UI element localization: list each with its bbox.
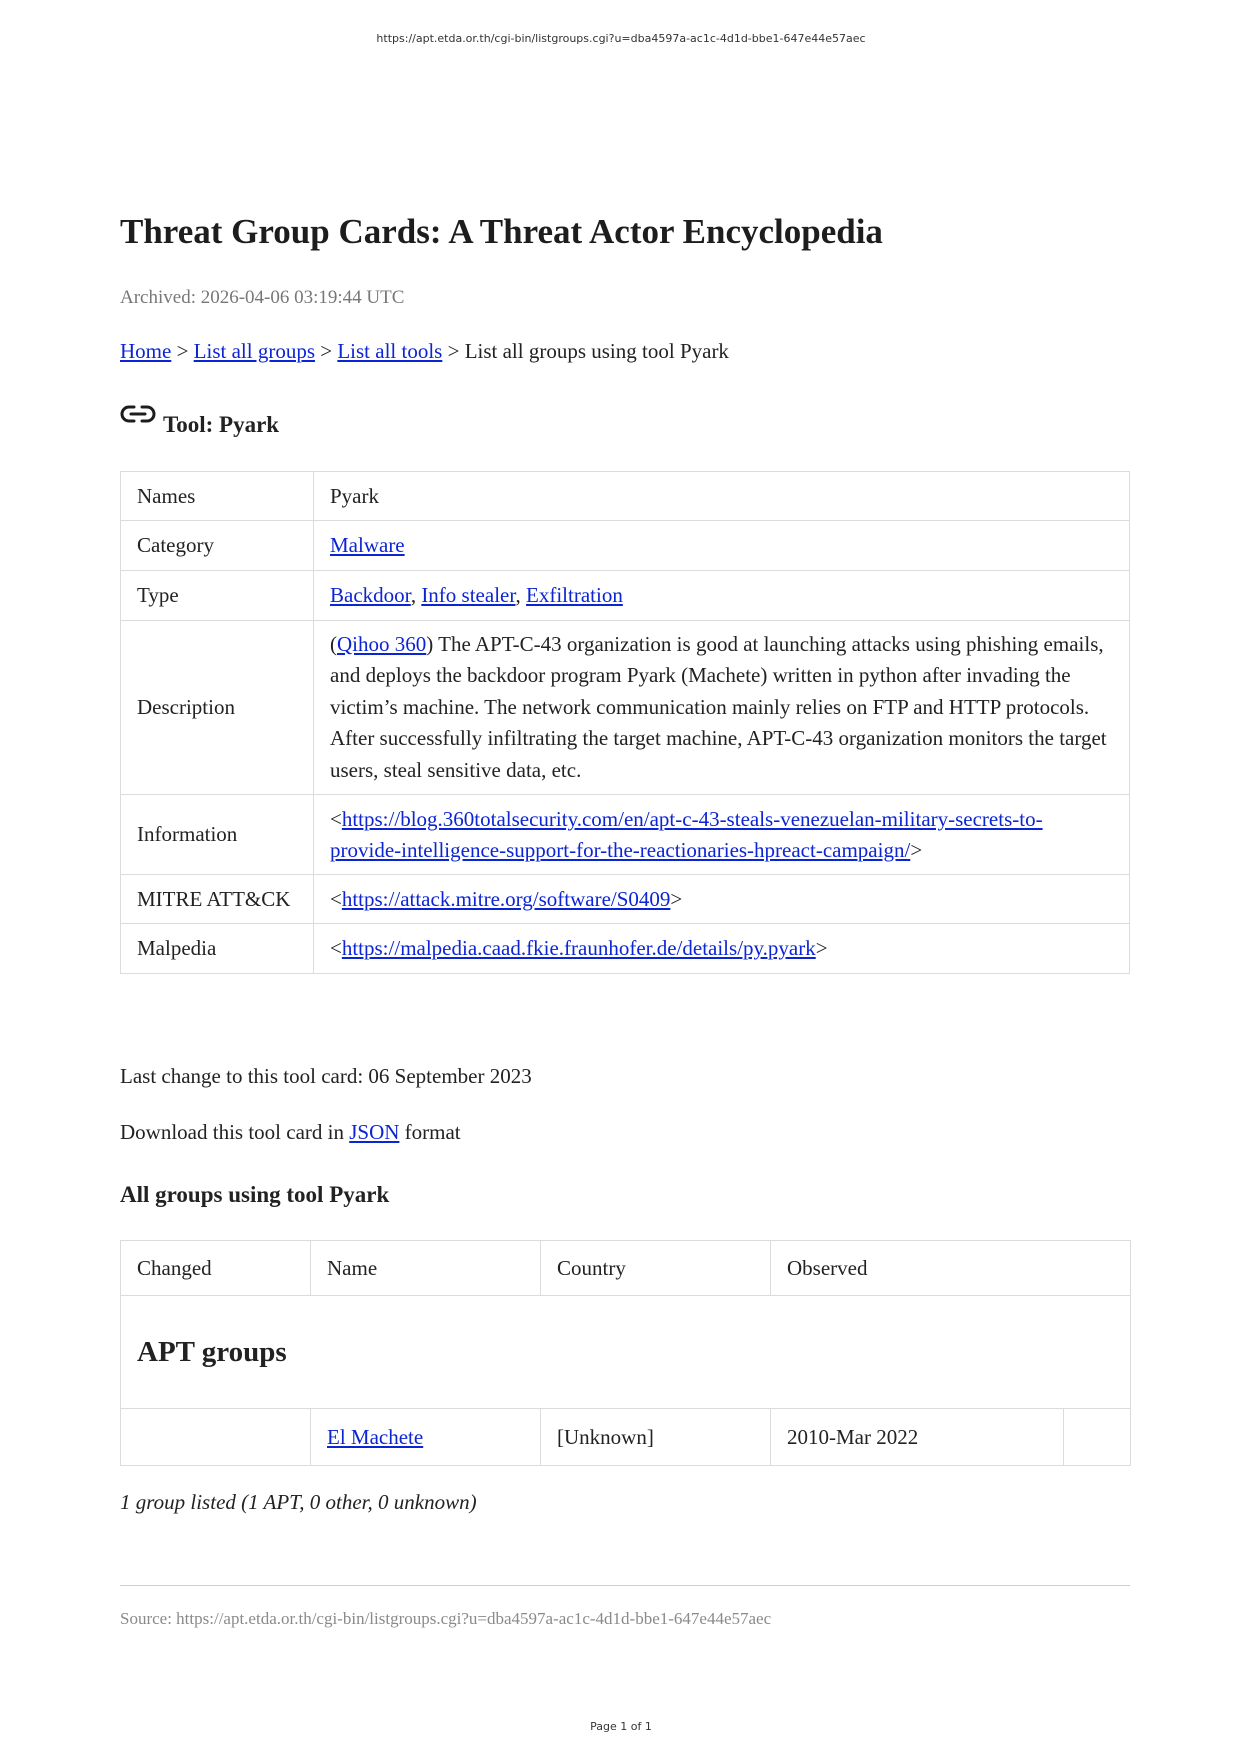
header-name: Name: [311, 1241, 541, 1296]
divider: [120, 1585, 1130, 1586]
description-cell: [314, 621, 1130, 795]
breadcrumb-separator: >: [171, 339, 194, 363]
page-title: Threat Group Cards: A Threat Actor Encyclopedia: [120, 212, 883, 251]
table-row: [121, 521, 1130, 571]
table-row: [121, 795, 1130, 875]
tool-heading-text: Tool: Pyark: [163, 412, 280, 437]
close-paren: ): [426, 631, 434, 656]
names-value: Pyark: [314, 472, 1130, 521]
groups-heading: All groups using tool Pyark: [120, 1182, 390, 1207]
information-link[interactable]: [330, 807, 1043, 862]
cell-name: [311, 1409, 541, 1466]
table-row: [121, 472, 1130, 521]
type-label: Type: [121, 571, 314, 621]
description-text: The APT-C-43 organization is good at launching attacks using phishing emails, and deploys the backdoor program Pyark (Machete) written in python after invading the victim’s machine. The network communication mainly relies on FTP and HTTP protocols. After successfully infiltrating the target machine, APT-C-43 organization monitors the target users, steal sensitive data, etc.: [330, 631, 1107, 782]
table-row: [121, 875, 1130, 924]
apt-groups-title: APT groups: [121, 1296, 1131, 1409]
information-url-part-2: provide-intelligence-support-for-the-reactionaries-hpreact-campaign/: [330, 837, 911, 862]
type-separator: ,: [515, 583, 527, 607]
lt: <: [330, 936, 342, 960]
breadcrumb-tools-link[interactable]: List all tools: [337, 339, 443, 363]
source-url: Source: https://apt.etda.or.th/cgi-bin/listgroups.cgi?u=dba4597a-ac1c-4d1d-bbe1-647e44e57aec: [120, 1609, 772, 1628]
download-prefix: Download this tool card in: [120, 1120, 350, 1144]
mitre-label: MITRE ATT&CK: [121, 875, 314, 924]
header-changed: Changed: [121, 1241, 311, 1296]
print-header-url: https://apt.etda.or.th/cgi-bin/listgroups.cgi?u=dba4597a-ac1c-4d1d-bbe1-647e44e57aec: [376, 32, 866, 45]
category-label: Category: [121, 521, 314, 571]
cell-observed: 2010-Mar 2022: [771, 1409, 1064, 1466]
archived-timestamp: Archived: 2026-04-06 03:19:44 UTC: [120, 287, 405, 308]
table-row: [121, 924, 1130, 974]
table-row: [121, 621, 1130, 795]
group-link-el-machete[interactable]: El Machete: [327, 1424, 424, 1449]
groups-table: [120, 1240, 1131, 1466]
type-link-exfiltration[interactable]: Exfiltration: [526, 583, 623, 607]
type-link-backdoor[interactable]: Backdoor: [330, 583, 411, 607]
section-row: [121, 1296, 1131, 1409]
header-observed: Observed: [771, 1241, 1131, 1296]
cell-country: [Unknown]: [541, 1409, 771, 1466]
breadcrumb: [120, 339, 729, 364]
category-link[interactable]: Malware: [330, 533, 405, 557]
breadcrumb-current: List all groups using tool Pyark: [464, 339, 729, 363]
gt: >: [815, 936, 828, 960]
type-separator: ,: [410, 583, 422, 607]
json-download-link[interactable]: JSON: [349, 1120, 400, 1144]
breadcrumb-separator: >: [315, 339, 338, 363]
breadcrumb-separator: >: [442, 339, 465, 363]
mitre-cell: [314, 875, 1130, 924]
malpedia-cell: [314, 924, 1130, 974]
type-cell: [314, 571, 1130, 621]
names-label: Names: [121, 472, 314, 521]
type-link-info-stealer[interactable]: Info stealer: [421, 583, 516, 607]
open-paren: (: [330, 631, 337, 656]
table-row: [121, 571, 1130, 621]
cell-changed: [121, 1409, 311, 1466]
table-row: [121, 1409, 1131, 1466]
gt: >: [670, 886, 683, 911]
lt: <: [330, 806, 342, 831]
description-source-link[interactable]: Qihoo 360: [337, 631, 427, 656]
download-suffix: format: [399, 1120, 461, 1144]
link-icon: [120, 402, 156, 426]
category-cell: [314, 521, 1130, 571]
mitre-link[interactable]: https://attack.mitre.org/software/S0409: [341, 886, 671, 911]
tool-info-table: [120, 471, 1130, 974]
breadcrumb-groups-link[interactable]: List all groups: [193, 339, 315, 363]
header-country: Country: [541, 1241, 771, 1296]
information-url-part-1: https://blog.360totalsecurity.com/en/apt-c-43-steals-venezuelan-military-secrets-to-: [341, 806, 1043, 831]
malpedia-link[interactable]: https://malpedia.caad.fkie.fraunhofer.de/details/py.pyark: [341, 936, 816, 960]
information-cell: [314, 795, 1130, 875]
malpedia-label: Malpedia: [121, 924, 314, 974]
gt: >: [910, 837, 923, 862]
cell-empty: [1064, 1409, 1131, 1466]
page-number: Page 1 of 1: [590, 1720, 652, 1733]
table-header-row: [121, 1241, 1131, 1296]
lt: <: [330, 886, 342, 911]
description-label: Description: [121, 621, 314, 795]
groups-summary: 1 group listed (1 APT, 0 other, 0 unknown): [120, 1490, 477, 1514]
download-line: [120, 1120, 461, 1145]
last-change: Last change to this tool card: 06 September 2023: [120, 1064, 532, 1088]
breadcrumb-home-link[interactable]: Home: [120, 339, 172, 363]
information-label: Information: [121, 795, 314, 875]
